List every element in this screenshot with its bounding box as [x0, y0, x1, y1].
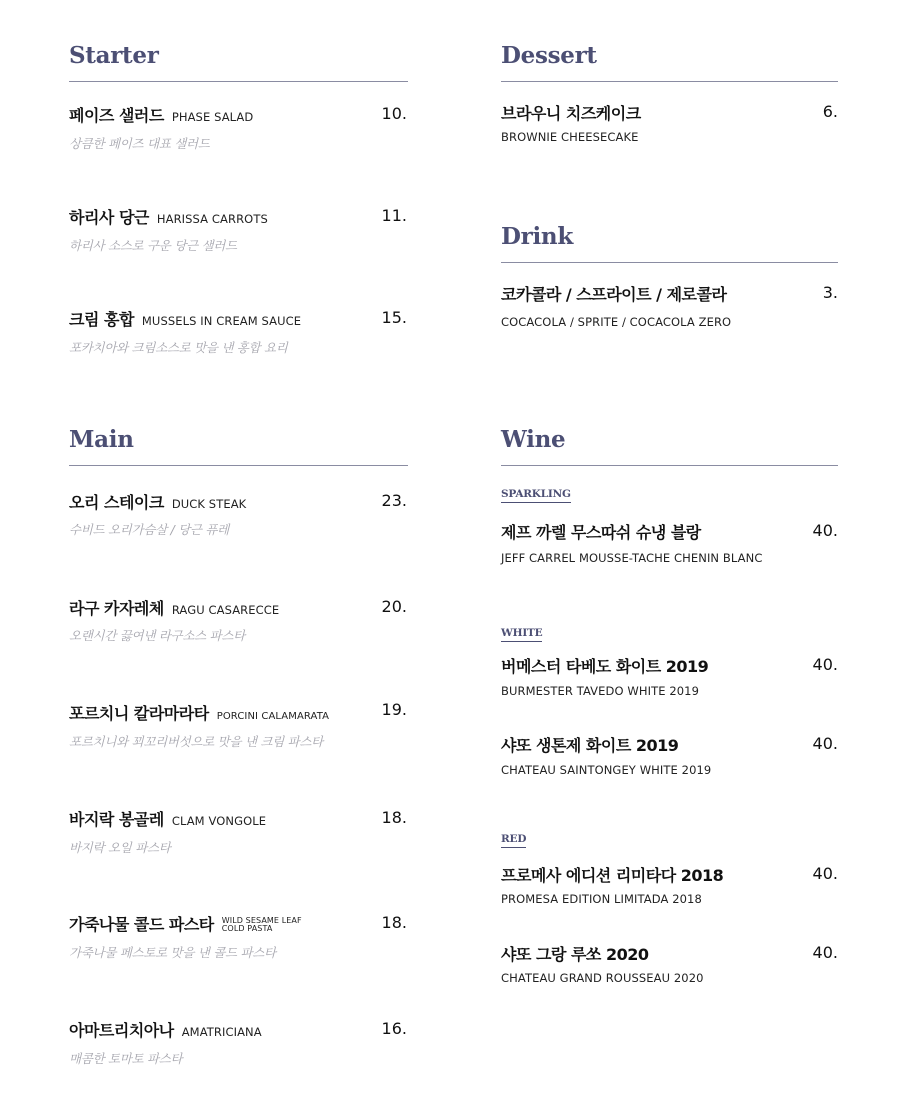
item-name-ko: 샤또 생톤제 화이트 2019 — [501, 736, 679, 755]
main-item-cold-pasta — [69, 912, 302, 935]
wine-category-white: WHITE — [501, 627, 542, 642]
item-description: 수비드 오리가슴살 / 당근 퓨레 — [69, 522, 229, 537]
wine-heading: Wine — [501, 426, 566, 453]
item-name-en: COCACOLA / SPRITE / COCACOLA ZERO — [501, 315, 732, 329]
item-name-en: MUSSELS IN CREAM SAUCE — [141, 314, 302, 328]
item-description: 바지락 오일 파스타 — [69, 840, 171, 855]
item-name-ko: 버메스터 타베도 화이트 2019 — [501, 657, 709, 676]
wine-item-grand-rousseau — [501, 942, 648, 965]
main-divider — [69, 465, 408, 466]
item-price: 40. — [812, 655, 838, 674]
item-name-ko: 하리사 당근 — [69, 208, 149, 227]
item-price: 15. — [381, 308, 407, 327]
item-name-en: BURMESTER TAVEDO WHITE 2019 — [501, 684, 700, 698]
item-description: 오랜시간 끓여낸 라구소스 파스타 — [69, 628, 245, 643]
item-name-en: DUCK STEAK — [171, 497, 247, 511]
starter-heading: Starter — [69, 42, 159, 69]
item-name-en-line2: COLD PASTA — [221, 924, 273, 933]
item-description: 포르치니와 꾀꼬리버섯으로 맛을 낸 크림 파스타 — [69, 734, 323, 749]
item-description: 상큼한 페이즈 대표 샐러드 — [69, 136, 210, 151]
item-name-en: HARISSA CARROTS — [156, 212, 268, 226]
drink-divider — [501, 262, 838, 263]
item-name-en: PHASE SALAD — [171, 110, 254, 124]
dessert-heading: Dessert — [501, 42, 597, 69]
wine-divider — [501, 465, 838, 466]
main-heading: Main — [69, 426, 134, 453]
item-name-ko: 바지락 봉골레 — [69, 810, 164, 829]
main-item-vongole — [69, 807, 266, 830]
item-description: 가죽나물 페스토로 맛을 낸 콜드 파스타 — [69, 945, 276, 960]
item-name-en: CHATEAU SAINTONGEY WHITE 2019 — [501, 763, 712, 777]
wine-item-jeff-carrel — [501, 520, 701, 543]
starter-item-mussels — [69, 307, 301, 330]
dessert-divider — [501, 81, 838, 82]
item-name-ko: 가죽나물 콜드 파스타 — [69, 915, 214, 934]
item-name-ko: 아마트리치아나 — [69, 1021, 174, 1040]
item-name-ko: 페이즈 샐러드 — [69, 106, 164, 125]
item-name-ko: 오리 스테이크 — [69, 493, 164, 512]
wine-item-burmester — [501, 654, 708, 677]
item-name-ko: 라구 카자레체 — [69, 599, 164, 618]
item-name-en-line1: WILD SESAME LEAF — [221, 916, 302, 925]
item-price: 10. — [381, 104, 407, 123]
item-price: 11. — [381, 206, 407, 225]
item-name-en: BROWNIE CHEESECAKE — [501, 130, 639, 144]
drink-item-cola — [501, 282, 726, 305]
item-name-ko: 프로메사 에디션 리미타다 2018 — [501, 866, 724, 885]
item-name-en: CLAM VONGOLE — [171, 814, 267, 828]
item-price: 23. — [381, 491, 407, 510]
starter-item-harissa-carrots — [69, 205, 268, 228]
item-name-ko: 포르치니 칼라마라타 — [69, 704, 209, 723]
item-name-ko: 브라우니 치즈케이크 — [501, 104, 641, 123]
item-description: 매콤한 토마토 파스타 — [69, 1051, 183, 1066]
item-price: 40. — [812, 864, 838, 883]
item-price: 19. — [381, 700, 407, 719]
dessert-item-cheesecake — [501, 101, 641, 124]
item-name-ko: 코카콜라 / 스프라이트 / 제로콜라 — [501, 285, 727, 304]
item-price: 40. — [812, 521, 838, 540]
item-name-en: AMATRICIANA — [181, 1025, 262, 1039]
item-price: 18. — [381, 913, 407, 932]
item-price: 20. — [381, 597, 407, 616]
wine-item-saintongey — [501, 733, 678, 756]
wine-category-red: RED — [501, 833, 526, 848]
wine-category-sparkling: SPARKLING — [501, 488, 571, 503]
item-name-ko: 크림 홍합 — [69, 310, 134, 329]
drink-heading: Drink — [501, 223, 573, 250]
item-price: 40. — [812, 734, 838, 753]
item-name-en: CHATEAU GRAND ROUSSEAU 2020 — [501, 971, 704, 985]
main-item-amatriciana — [69, 1018, 262, 1041]
item-name-en: JEFF CARREL MOUSSE-TACHE CHENIN BLANC — [501, 551, 763, 565]
item-name-en: PROMESA EDITION LIMITADA 2018 — [501, 892, 702, 906]
item-price: 16. — [381, 1019, 407, 1038]
main-item-porcini — [69, 701, 329, 724]
wine-item-promesa — [501, 863, 723, 886]
item-name-en: PORCINI CALAMARATA — [216, 711, 330, 722]
main-item-duck-steak — [69, 490, 246, 513]
main-item-ragu — [69, 596, 279, 619]
item-description: 하리사 소스로 구운 당근 샐러드 — [69, 238, 237, 253]
item-price: 18. — [381, 808, 407, 827]
item-name-en — [222, 917, 302, 933]
item-description: 포카치아와 크림소스로 맛을 낸 홍합 요리 — [69, 340, 288, 355]
item-price: 40. — [812, 943, 838, 962]
item-name-en: RAGU CASARECCE — [171, 603, 280, 617]
starter-divider — [69, 81, 408, 82]
starter-item-phase-salad — [69, 103, 253, 126]
item-name-ko: 제프 까렐 무스따쉬 슈냉 블랑 — [501, 523, 701, 542]
item-price: 3. — [822, 283, 838, 302]
item-price: 6. — [822, 102, 838, 121]
item-name-ko: 샤또 그랑 루쏘 2020 — [501, 945, 649, 964]
